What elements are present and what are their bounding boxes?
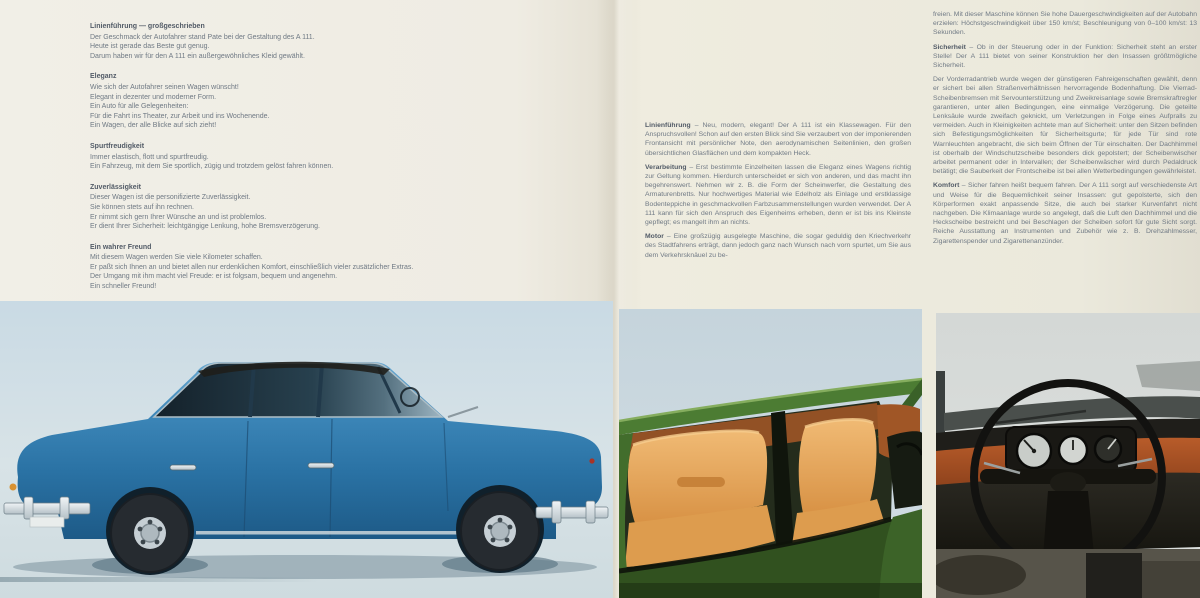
wheel-hub (1050, 472, 1086, 494)
paragraph: Verarbeitung – Erst bestimmte Einzelheiten lassen die Eleganz eines Wagens richtig zur Geltung kommen. Hierdurch unterscheidet er sich von anderen, und das macht ihn begehrenswert. Nehmen wir z. B. die Form der Scheinwerfer, die Gestaltung des Armaturenbretts. Nur hochwertiges Material wie Edelholz als Einlage und erstklassige Bodenteppiche in geschmackvollen Farbzusammenstellungen wurden verwendet. Der A 111 kann für sich den Anspruch des Eigenheims erheben, denn er ist bis ins Kleinste gepflegt; es mangelt ihm an nichts. (645, 163, 911, 227)
photo-car-exterior (0, 301, 613, 598)
section-heading: Ein wahrer Freund (90, 243, 152, 251)
background-shape (1136, 361, 1200, 391)
paragraph: Sicherheit – Ob in der Steuerung oder in der Funktion: Sicherheit steht an erster Stelle! Der A 111 bietet von seiner Konstruktion her den Insassen größtmögliche Sicherheit. (933, 43, 1197, 70)
door-handle (170, 465, 196, 470)
door-handle (308, 463, 334, 468)
middle-column-text (645, 121, 911, 265)
text-line: Für die Fahrt ins Theater, zur Arbeit und ins Wochenende. (90, 112, 270, 120)
text-line: Ein schneller Freund! (90, 283, 157, 291)
paragraph: Motor – Eine großzügig ausgelegte Maschine, die sogar geduldig den Kriechverkehr des Stadtfahrens erträgt, dann jedoch ganz nach Wunsch nach vorn spurtet, um Sie aus dem Verkehrsknäuel zu be- (645, 233, 911, 259)
indicator-lamp (10, 484, 17, 491)
left-page-text (90, 22, 438, 303)
text-line: Er paßt sich Ihnen an und bietet allen nur erdenklichen Komfort, einschließlich vieler zusätzlicher Extras. (90, 263, 414, 271)
front-bumper (536, 507, 608, 518)
text-line: Ein Wagen, der alle Blicke auf sich zieht! (90, 122, 217, 130)
text-line: Der Umgang mit ihm macht viel Freude: er ist folgsam, bequem und angenehm. (90, 273, 338, 281)
paragraph: freien. Mit dieser Maschine können Sie hohe Dauergeschwindigkeiten auf der Autobahn erzielen: Höchstgeschwindigkeit über 150 km/st; Beschleunigung von 0–100 km/st: 13 Sekunden. (933, 11, 1197, 37)
text-line: Mit diesem Wagen werden Sie viele Kilometer schaffen. (90, 254, 263, 262)
rear-bench-seat (625, 431, 775, 567)
text-line: Ein Auto für alle Gelegenheiten: (90, 103, 189, 111)
section-heading: Zuverlässigkeit (90, 183, 141, 191)
text-line: Ein Fahrzeug, mit dem Sie sportlich, zügig und trotzdem gelöst fahren können. (90, 163, 334, 171)
fender-badge (589, 458, 594, 463)
text-line: Sie können stets auf ihn rechnen. (90, 203, 194, 211)
photo-dashboard (936, 313, 1200, 598)
blue-sedan-illustration (0, 301, 613, 598)
runin-heading: Verarbeitung (645, 163, 687, 171)
section-heading: Spurtfreudigkeit (90, 142, 145, 150)
paragraph: Linienführung – Neu, modern, elegant! Der A 111 ist ein Klassewagen. Für den Anspruchsvollen! Schon auf den ersten Blick sind Sie verzaubert von der imponierenden Frontansicht mit persönlicher Note, den aerodynamischen Seitenlinien, den großen übersichtlichen Glasflächen und dem kompakten Heck. (645, 122, 911, 157)
rocker-trim (196, 531, 472, 535)
rear-wheel (111, 494, 189, 572)
paragraph: Der Vorderradantrieb wurde wegen der günstigeren Fahreigenschaften gewählt, denn er sichert bei allen Straßenverhältnissen hervorragende Bodenhaftung. Die Vierrad-Scheibenbremsen mit Servounterstützung und Zweikreisanlage sowie Bremskraftregler garantieren, unter allen Bedingungen, eine einmalige Verzögerung. Die geteilte Lenksäule wurde zweifach geknickt, um Verletzungen in Folge eines Aufpralls zu vermeiden. Auch in Kleinigkeiten achtete man auf Sicherheit: unter den Sitzen befinden sich Befestigungsmöglichkeiten für Sicherheitsgurte; für jede Tür sind rote Warnleuchten angebracht, die sich beim Öffnen der Tür einschalten. Der Dachhimmel ist oberhalb der Windschutzscheibe besonders dick gepolstert; der Scheibenwischer arbeitet permanent oder in Intervallen; der Scheibenwäscher wird durch Pedaldruck betätigt; die Sauberkeit der Frontscheibe ist bei allen Wetterbedingungen gewährleistet. (933, 76, 1197, 176)
text-section (90, 22, 438, 61)
paragraph: Komfort – Sicher fahren heißt bequem fahren. Der A 111 sorgt auf verschiedenste Art und Weise für die Bequemlichkeit seiner Insassen: gut gepolsterte, sich den Körperformen exakt anpassende Sitze, die auch bei starker Kurvenfahrt nicht nachgeben. Die Klimaanlage wurde so angelegt, daß die Luft den Dachhimmel und die Heckscheibe bestreicht und bei Beschlagen der Scheiben sofort für gute Sicht sorgt. Reiche Ausstattung an Instrumenten und Zubehör wie z. B. Drehzahlmesser, Zigarettenspender und Zigarettenanzünder. (933, 182, 1197, 245)
photo-car-interior (619, 309, 922, 598)
interior-illustration (619, 309, 922, 598)
instrument-cluster (1006, 427, 1136, 473)
text-line: Heute ist gerade das Beste gut genug. (90, 43, 210, 51)
text-line: Dieser Wagen ist die personifizierte Zuverlässigkeit. (90, 194, 251, 202)
front-wheel (461, 492, 539, 570)
text-section (90, 142, 438, 172)
text-line: Der Geschmack der Autofahrer stand Pate bei der Gestaltung des A 111. (90, 33, 315, 41)
text-section (90, 243, 438, 292)
text-line: Darum haben wir für den A 111 ein außergewöhnliches Kleid gewählt. (90, 52, 305, 60)
dashboard-illustration (936, 313, 1200, 598)
text-line: Immer elastisch, flott und spurtfreudig. (90, 153, 209, 161)
text-line: Er nimmt sich gern Ihrer Wünsche an und ist problemlos. (90, 213, 267, 221)
runin-heading: Sicherheit (933, 43, 966, 51)
text-section (90, 183, 438, 232)
right-column-text (933, 10, 1197, 251)
runin-heading: Linienführung (645, 122, 691, 129)
rear-bumper (4, 503, 90, 514)
section-heading: Eleganz (90, 73, 117, 81)
section-heading: Linienführung — großgeschrieben (90, 23, 205, 30)
runin-heading: Komfort (933, 182, 960, 190)
text-section (90, 72, 438, 131)
text-line: Elegant in dezenter und moderner Form. (90, 93, 217, 101)
text-line: Er dient Ihrer Sicherheit: leichtgängige Lenkung, hohe Bremsverzögerung. (90, 223, 320, 231)
text-line: Wie sich der Autofahrer seinen Wagen wünscht! (90, 83, 239, 91)
license-plate (30, 517, 64, 527)
runin-heading: Motor (645, 233, 664, 241)
